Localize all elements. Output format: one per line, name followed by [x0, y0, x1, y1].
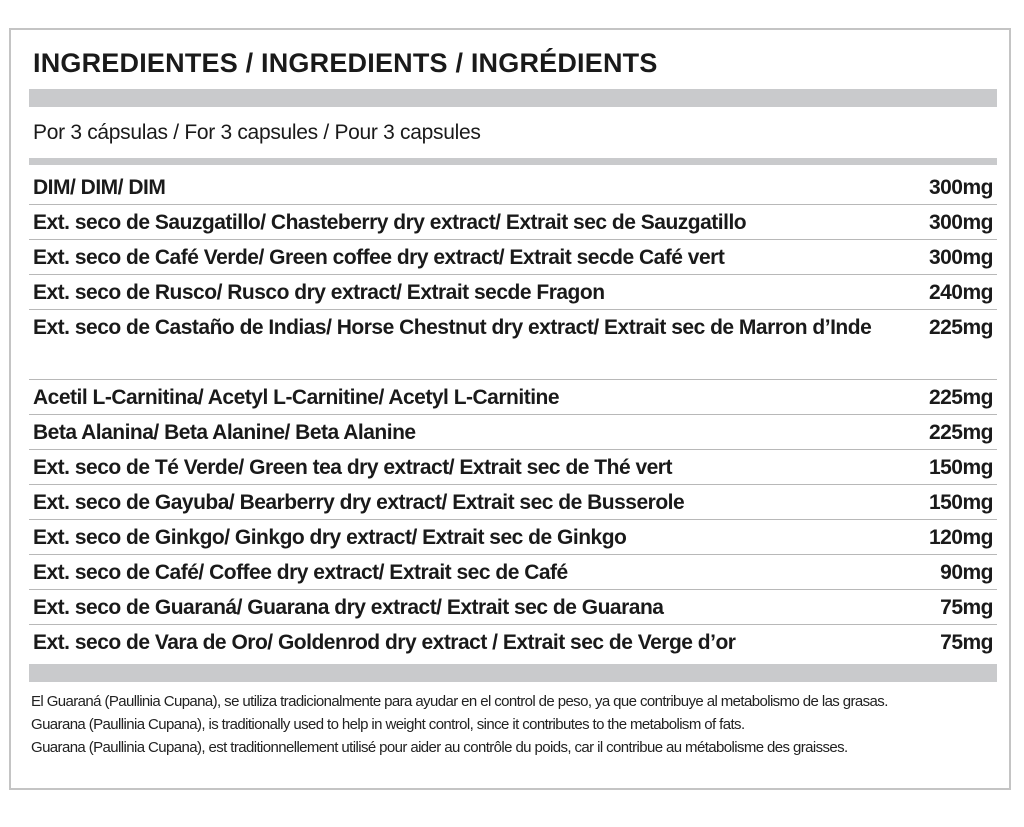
- ingredient-amount: 300mg: [928, 211, 993, 234]
- ingredient-amount: 225mg: [928, 421, 993, 444]
- ingredient-name: Ext. seco de Café/ Coffee dry extract/ Extrait sec de Café: [33, 561, 568, 584]
- ingredient-row: [29, 380, 997, 415]
- ingredient-name: Ext. seco de Guaraná/ Guarana dry extract/ Extrait sec de Guarana: [33, 596, 664, 619]
- ingredient-amount: 225mg: [928, 386, 993, 409]
- ingredient-row: [29, 170, 997, 205]
- ingredient-row: [29, 240, 997, 275]
- ingredient-name: Ext. seco de Café Verde/ Green coffee dry extract/ Extrait secde Café vert: [33, 246, 725, 269]
- ingredient-amount: 300mg: [928, 246, 993, 269]
- ingredient-amount: 90mg: [940, 561, 993, 584]
- serving-divider-bar: [29, 158, 997, 165]
- ingredient-name: Ext. seco de Sauzgatillo/ Chasteberry dry extract/ Extrait sec de Sauzgatillo: [33, 211, 747, 234]
- ingredient-name: Ext. seco de Castaño de Indias/ Horse Chestnut dry extract/ Extrait sec de Marron d’Inde: [33, 316, 872, 339]
- ingredient-name: Acetil L-Carnitina/ Acetyl L-Carnitine/ Acetyl L-Carnitine: [33, 386, 560, 409]
- ingredient-name: Ext. seco de Té Verde/ Green tea dry extract/ Extrait sec de Thé vert: [33, 456, 672, 479]
- ingredient-row: [29, 520, 997, 555]
- ingredient-row: [29, 625, 997, 660]
- ingredient-row: [29, 310, 997, 380]
- panel-content: [29, 30, 997, 788]
- ingredients-table: [29, 170, 997, 660]
- title-divider-bar: [29, 89, 997, 107]
- table-bottom-bar: [29, 664, 997, 682]
- ingredient-name: Beta Alanina/ Beta Alanine/ Beta Alanine: [33, 421, 416, 444]
- ingredient-amount: 75mg: [940, 631, 993, 654]
- footnote-es: El Guaraná (Paullinia Cupana), se utiliza tradicionalmente para ayudar en el control de peso, ya que contribuye al metabolismo de las grasas.: [31, 693, 888, 710]
- ingredient-name: Ext. seco de Ginkgo/ Ginkgo dry extract/ Extrait sec de Ginkgo: [33, 526, 627, 549]
- ingredient-amount: 300mg: [928, 176, 993, 199]
- ingredient-row: [29, 555, 997, 590]
- page-title: INGREDIENTES / INGREDIENTS / INGRÉDIENTS: [33, 48, 658, 78]
- footnotes: [31, 690, 997, 759]
- ingredient-amount: 150mg: [928, 491, 993, 514]
- ingredient-row: [29, 485, 997, 520]
- ingredient-row: [29, 205, 997, 240]
- ingredient-name: Ext. seco de Gayuba/ Bearberry dry extract/ Extrait sec de Busserole: [33, 491, 685, 514]
- ingredients-panel: [9, 28, 1011, 790]
- ingredient-row: [29, 590, 997, 625]
- ingredient-row: [29, 275, 997, 310]
- ingredient-amount: 240mg: [928, 281, 993, 304]
- ingredient-amount: 150mg: [928, 456, 993, 479]
- ingredient-row: [29, 450, 997, 485]
- footnote-en: Guarana (Paullinia Cupana), is traditionally used to help in weight control, since it contributes to the metabolism of fats.: [31, 716, 745, 733]
- ingredient-amount: 120mg: [928, 526, 993, 549]
- ingredient-name: Ext. seco de Rusco/ Rusco dry extract/ Extrait secde Fragon: [33, 281, 605, 304]
- ingredient-name: Ext. seco de Vara de Oro/ Goldenrod dry extract / Extrait sec de Verge d’or: [33, 631, 736, 654]
- serving-size: Por 3 cápsulas / For 3 capsules / Pour 3 capsules: [33, 121, 481, 144]
- ingredient-amount: 75mg: [940, 596, 993, 619]
- ingredient-name: DIM/ DIM/ DIM: [33, 176, 166, 199]
- ingredient-row: [29, 415, 997, 450]
- footnote-fr: Guarana (Paullinia Cupana), est traditionnellement utilisé pour aider au contrôle du poids, car il contribue au métabolisme des graisses.: [31, 739, 848, 756]
- ingredient-amount: 225mg: [928, 316, 993, 339]
